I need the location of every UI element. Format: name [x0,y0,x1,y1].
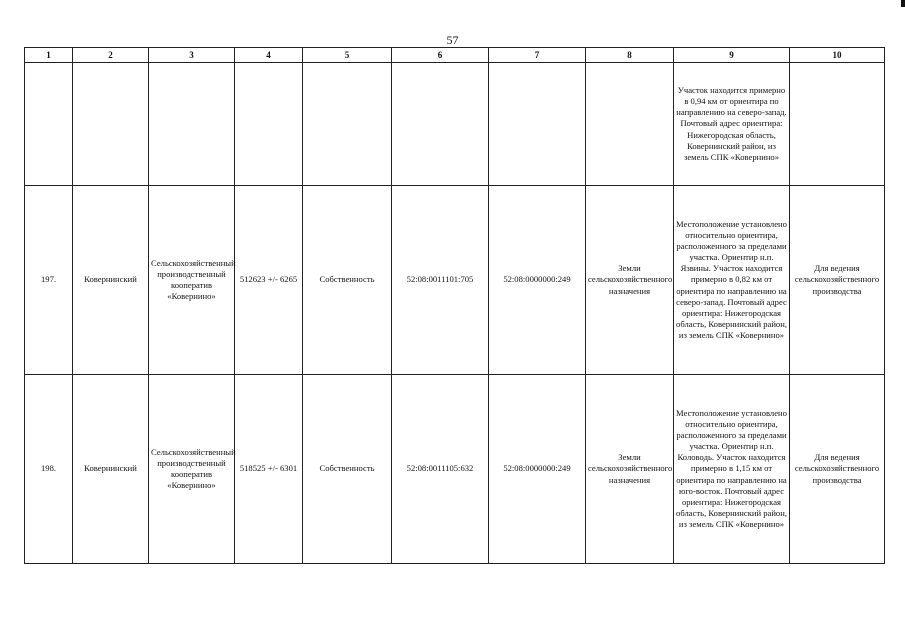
corner-mark [901,0,905,7]
district-cell: Ковернинский [73,375,149,564]
district-cell: Ковернинский [73,186,149,375]
empty-cell [303,63,392,186]
empty-cell [790,63,885,186]
header-row [25,48,885,63]
area-cell: 518525 +/- 6301 [235,375,303,564]
purpose-cell: Для ведения сельскохозяйственного производства [790,186,885,375]
column-header: 2 [73,48,149,63]
cadastral-number-cell: 52:08:0011101:705 [392,186,489,375]
page-number: 57 [446,33,459,47]
location-cell: Местоположение установлено относительно ориентира, расположенного за пределами участка. Ориентир н.п. Язвины. Участок находится примерно в 0,82 км от ориентира по направлению на северо-запад. Почтовый адрес ориентира: Нижегородская область, Ковернинский район, из земель СПК «Ковернино» [674,186,790,375]
column-header: 6 [392,48,489,63]
empty-cell [489,63,586,186]
column-header: 5 [303,48,392,63]
row-number-cell: 197. [25,186,73,375]
empty-cell [25,63,73,186]
land-register-table [24,47,885,564]
empty-cell [392,63,489,186]
land-category-cell: Земли сельскохозяйственного назначения [586,375,674,564]
right-type-cell: Собственность [303,186,392,375]
purpose-cell: Для ведения сельскохозяйственного производства [790,375,885,564]
column-header: 10 [790,48,885,63]
area-cell: 512623 +/- 6265 [235,186,303,375]
right-type-cell: Собственность [303,375,392,564]
empty-cell [149,63,235,186]
owner-cell: Сельскохозяйственный производственный кооператив «Ковернино» [149,186,235,375]
parent-number-cell: 52:08:0000000:249 [489,375,586,564]
column-header: 1 [25,48,73,63]
table-row [25,186,885,375]
column-header: 7 [489,48,586,63]
table-row [25,375,885,564]
cadastral-number-cell: 52:08:0011105:632 [392,375,489,564]
row-number-cell: 198. [25,375,73,564]
column-header: 4 [235,48,303,63]
table-row-continuation [25,63,885,186]
empty-cell [235,63,303,186]
column-header: 9 [674,48,790,63]
column-header: 3 [149,48,235,63]
empty-cell [586,63,674,186]
parent-number-cell: 52:08:0000000:249 [489,186,586,375]
column-header: 8 [586,48,674,63]
location-cell: Участок находится примерно в 0,94 км от ориентира по направлению на северо-запад. Почтовый адрес ориентира: Нижегородская область, Ковернинский район, из земель СПК «Ковернино» [674,63,790,186]
owner-cell: Сельскохозяйственный производственный кооператив «Ковернино» [149,375,235,564]
location-cell: Местоположение установлено относительно ориентира, расположенного за пределами участка. Ориентир н.п. Коловодь. Участок находится примерно в 1,15 км от ориентира по направлению на юго-восток. Почтовый адрес ориентира: Нижегородская область, Ковернинский район, из земель СПК «Ковернино» [674,375,790,564]
land-category-cell: Земли сельскохозяйственного назначения [586,186,674,375]
empty-cell [73,63,149,186]
